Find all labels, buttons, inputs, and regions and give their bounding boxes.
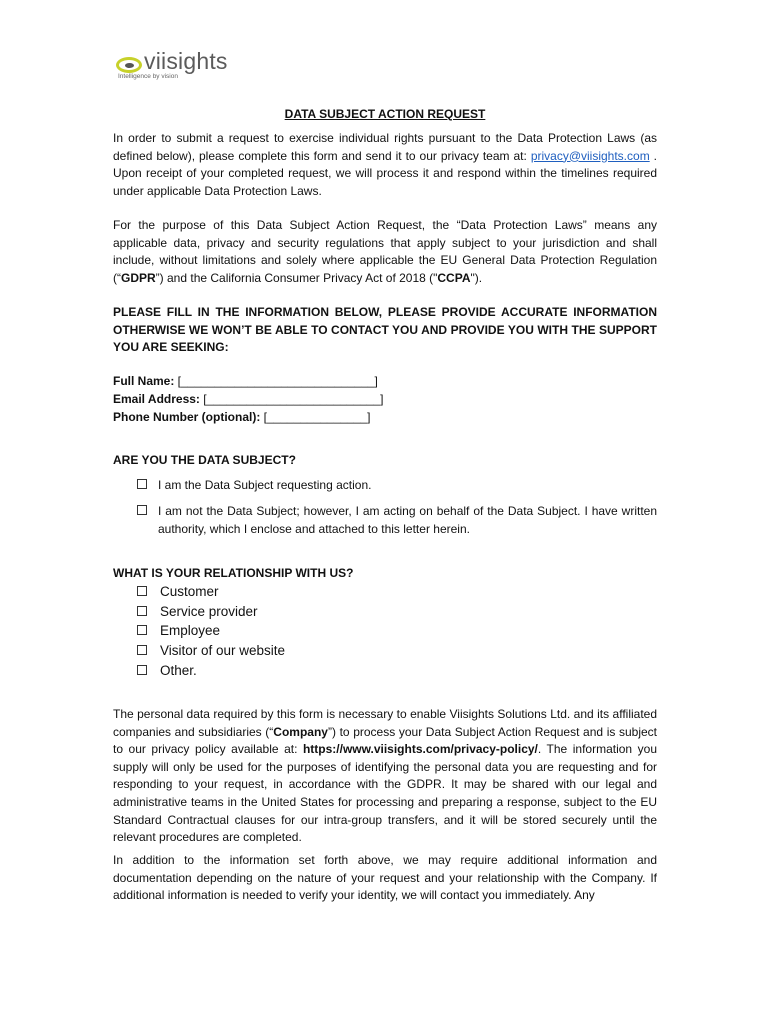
full-name-label: Full Name:: [113, 374, 175, 388]
data-subject-heading: ARE YOU THE DATA SUBJECT?: [113, 453, 296, 467]
eye-icon: [116, 57, 142, 73]
email-field[interactable]: [113, 391, 383, 409]
privacy-email-link[interactable]: privacy@viisights.com: [530, 148, 650, 163]
option-label: Employee: [160, 623, 221, 638]
privacy-policy-url[interactable]: https://www.viisights.com/privacy-policy/: [302, 742, 538, 757]
checkbox[interactable]: [137, 665, 147, 675]
full-name-field[interactable]: [113, 373, 378, 391]
option-label: Customer: [160, 584, 219, 599]
checkbox[interactable]: [137, 479, 147, 489]
data-subject-option-yes[interactable]: [137, 477, 657, 495]
data-subject-option-no[interactable]: [137, 503, 657, 539]
relationship-option-other[interactable]: [137, 661, 197, 681]
intro-paragraph: [113, 130, 657, 200]
ccpa-term: CCPA: [437, 270, 471, 285]
company-logo: [116, 48, 266, 82]
checkbox[interactable]: [137, 586, 147, 596]
email-label: Email Address:: [113, 392, 200, 406]
checkbox[interactable]: [137, 625, 147, 635]
option-label: Other.: [160, 663, 197, 678]
personal-data-text-mid: ”) to process your Data Subject Action Request and is subject to our privacy policy available at:: [113, 724, 657, 757]
intro-text-end: . Upon receipt of your completed request, we will process it and respond within the timelines required under applicable Data Protection Laws.: [113, 148, 657, 198]
relationship-option-service-provider[interactable]: [137, 602, 258, 622]
checkbox[interactable]: [137, 645, 147, 655]
relationship-option-customer[interactable]: [137, 582, 219, 602]
intro-text-start: In order to submit a request to exercise individual rights pursuant to the Data Protection Laws (as defined below), please complete this form and send it to our privacy team at:: [113, 131, 657, 163]
checkbox[interactable]: [137, 606, 147, 616]
option-label: I am the Data Subject requesting action.: [158, 478, 372, 492]
full-name-blank[interactable]: [_____________________________]: [174, 374, 378, 388]
phone-blank[interactable]: [_______________]: [260, 410, 371, 424]
email-blank[interactable]: [__________________________]: [199, 392, 384, 406]
phone-label: Phone Number (optional):: [113, 410, 261, 424]
logo-tagline: Intelligence by vision: [118, 73, 178, 80]
additional-info-paragraph: In addition to the information set forth above, we may require additional information and documentation depending on the nature of your request and your relationship with the Company. If additional information is needed to verify your identity, we will contact you immediately. Any: [113, 853, 657, 903]
personal-data-text-start: The personal data required by this form is necessary to enable Viisights Solutions Ltd. and its affiliated companies and subsidiaries (“: [113, 707, 657, 739]
fill-instruction: PLEASE FILL IN THE INFORMATION BELOW, PLEASE PROVIDE ACCURATE INFORMATION OTHERWISE WE WON’T BE ABLE TO CONTACT YOU AND PROVIDE YOU WITH THE SUPPORT YOU ARE SEEKING:: [113, 305, 657, 355]
relationship-option-visitor[interactable]: [137, 641, 285, 661]
gdpr-term: GDPR: [121, 270, 156, 285]
personal-data-paragraph: [113, 706, 657, 847]
purpose-text-end: ").: [470, 270, 483, 285]
option-label: Visitor of our website: [160, 643, 286, 658]
relationship-heading: WHAT IS YOUR RELATIONSHIP WITH US?: [113, 566, 354, 580]
purpose-paragraph: [113, 217, 657, 287]
document-title: DATA SUBJECT ACTION REQUEST: [284, 107, 486, 121]
personal-data-text-end: . The information you supply will only be used for the purposes of identifying the personal data you are requesting and for responding to your request, in accordance with the GDPR. It may be shared with our legal and administrative teams in the United States for processing and preparing a response, subject to the EU Standard Contractual clauses for our intra-group transfers, and it will be stored securely until the relevant procedures are completed.: [113, 742, 657, 845]
relationship-option-employee[interactable]: [137, 621, 220, 641]
logo-wordmark: viisights: [144, 48, 228, 74]
option-label: I am not the Data Subject; however, I am acting on behalf of the Data Subject. I have written authority, which I enclose and attached to this letter herein.: [158, 504, 657, 536]
purpose-text-start: For the purpose of this Data Subject Action Request, the “Data Protection Laws” means any applicable data, privacy and security regulations that apply subject to your jurisdiction and shall include, without limitations and solely where applicable the EU General Data Protection Regulation (“: [113, 218, 657, 285]
phone-field[interactable]: [113, 409, 370, 427]
company-term: Company: [273, 724, 328, 739]
checkbox[interactable]: [137, 505, 147, 515]
option-label: Service provider: [160, 604, 258, 619]
purpose-text-mid: ”) and the California Consumer Privacy Act of 2018 (": [155, 270, 438, 285]
